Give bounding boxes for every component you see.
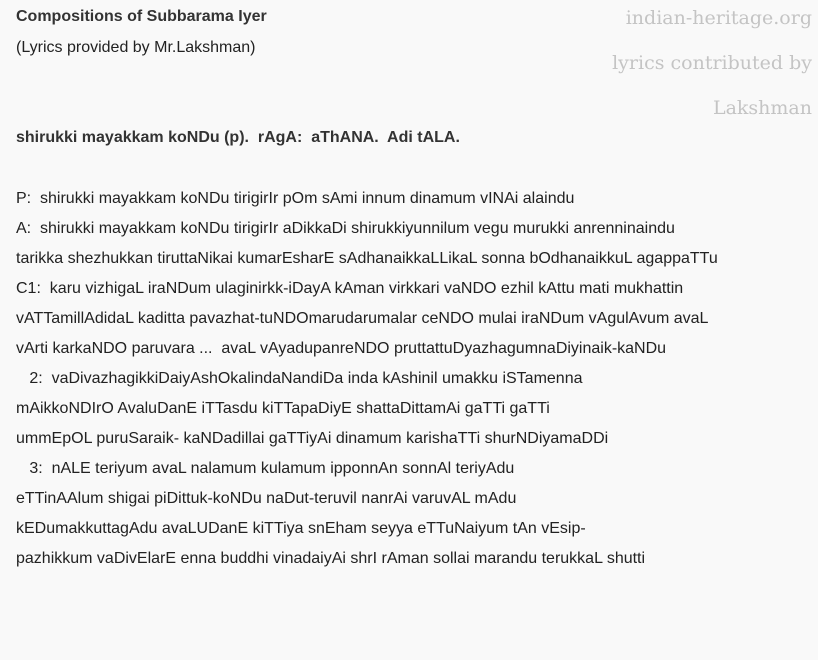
- lyric-line: tarikka shezhukkan tiruttaNikai kumarEsharE sAdhanaikkaLLikaL sonna bOdhanaikkuL agappaTTu: [16, 250, 718, 267]
- page-subtitle: (Lyrics provided by Mr.Lakshman): [16, 39, 256, 56]
- watermark-contributor-name: Lakshman: [712, 97, 812, 119]
- song-heading: shirukki mayakkam koNDu (p). rAgA: aThANA. Adi tALA.: [16, 129, 460, 146]
- lyric-line: vArti karkaNDO paruvara ... avaL vAyadupanreNDO pruttattuDyazhagumnaDiyinaik-kaNDu: [16, 340, 667, 357]
- lyric-line-anupallavi: A: shirukki mayakkam koNDu tirigirIr aDikkaDi shirukkiyunnilum vegu murukki anrenninaindu: [16, 220, 675, 237]
- watermark-site: indian-heritage.org: [625, 7, 812, 29]
- page-title: Compositions of Subbarama Iyer: [16, 8, 267, 25]
- lyric-line-charanam-3: 3: nALE teriyum avaL nalamum kulamum ipponnAn sonnAl teriyAdu: [16, 460, 515, 477]
- watermark-contributed-by: lyrics contributed by: [612, 52, 812, 74]
- lyric-line: eTTinAAlum shigai piDittuk-koNDu naDut-teruvil nanrAi varuvAL mAdu: [16, 490, 517, 507]
- lyric-line: mAikkoNDIrO AvaluDanE iTTasdu kiTTapaDiyE shattaDittamAi gaTTi gaTTi: [16, 400, 550, 417]
- lyric-line: kEDumakkuttagAdu avaLUDanE kiTTiya snEham seyya eTTuNaiyum tAn vEsip-: [16, 520, 586, 537]
- lyrics-block: [16, 188, 718, 578]
- lyric-line-pallavi: P: shirukki mayakkam koNDu tirigirIr pOm sAmi innum dinamum vINAi alaindu: [16, 190, 575, 207]
- lyric-line-charanam-2: 2: vaDivazhagikkiDaiyAshOkalindaNandiDa inda kAshinil umakku iSTamenna: [16, 370, 583, 387]
- lyric-line: pazhikkum vaDivElarE enna buddhi vinadaiyAi shrI rAman sollai marandu terukkaL shutti: [16, 550, 646, 567]
- lyric-line: vATTamillAdidaL kaditta pavazhat-tuNDOmarudarumalar ceNDO mulai iraNDum vAgulAvum avaL: [16, 310, 709, 327]
- lyric-line-charanam-1: C1: karu vizhigaL iraNDum ulaginirkk-iDayA kAman virkkari vaNDO ezhil kAttu mati mukhattin: [16, 280, 684, 297]
- lyric-line: ummEpOL puruSaraik- kaNDadillai gaTTiyAi dinamum karishaTTi shurNDiyamaDDi: [16, 430, 609, 447]
